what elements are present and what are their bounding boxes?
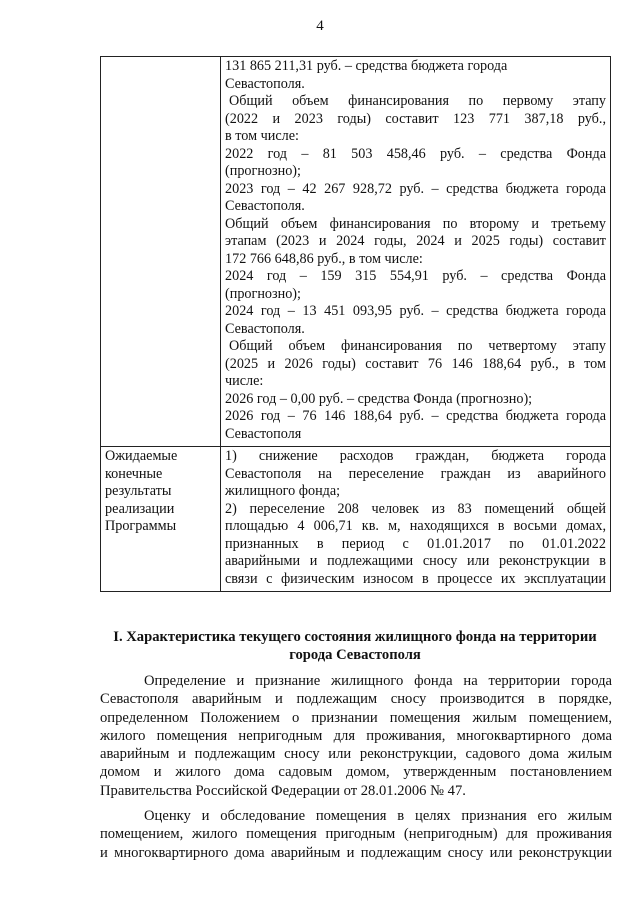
funding-line: 2024 год – 13 451 093,95 руб. – средства бюджета города — [225, 303, 606, 319]
paragraph-line: жилого помещения непригодным для проживания, многоквартирного дома — [100, 727, 612, 744]
results-label-cell — [101, 447, 221, 592]
paragraph-2 — [100, 807, 612, 862]
funding-line: в том числе: — [225, 128, 299, 144]
results-label-line: конечные — [105, 465, 163, 482]
funding-line: 2023 год – 42 267 928,72 руб. – средства бюджета города — [225, 180, 606, 197]
results-line: 1) снижение расходов граждан, бюджета города — [225, 448, 606, 464]
results-line: жилищного фонда; — [225, 483, 341, 499]
results-value-cell — [221, 447, 611, 592]
results-label-line: Программы — [105, 518, 177, 534]
paragraph-line: Оценку и обследование помещения в целях признания его жилым — [144, 808, 612, 825]
funding-label-cell — [101, 57, 221, 447]
paragraph-line: помещением, жилого помещения пригодным (непригодным) для проживания — [100, 826, 612, 843]
funding-line: Севастополя. — [225, 198, 305, 214]
paragraph-1 — [100, 672, 612, 800]
paragraph-line: домом и жилого дома садовым домом, утвержденным постановлением — [100, 764, 612, 781]
funding-line: (прогнозно); — [225, 285, 301, 302]
results-row — [101, 447, 611, 592]
funding-line: 172 766 648,86 руб., в том числе: — [225, 250, 423, 267]
paragraph-line: аварийным и подлежащим сносу или реконструкции, садового дома жилым — [100, 746, 612, 763]
paragraph-line: определенном Положением о признании помещения жилым помещением, — [100, 709, 612, 726]
results-label-line: результаты — [105, 483, 172, 499]
page-number: 4 — [316, 18, 324, 34]
funding-line: 2022 год – 81 503 458,46 руб. – средства Фонда — [225, 145, 606, 162]
program-passport-table — [100, 56, 611, 592]
section-heading-line: I. Характеристика текущего состояния жилищного фонда на территории — [113, 629, 597, 645]
funding-line: Севастополя. — [225, 320, 305, 337]
results-line: аварийными и подлежащими сносу или реконструкции в — [225, 553, 606, 569]
section-heading — [100, 628, 610, 664]
results-line: связи с физическим износом в процессе их эксплуатации — [225, 570, 606, 587]
section-heading-line: города Севастополя — [289, 647, 421, 663]
funding-line: 2026 год – 76 146 188,64 руб. – средства бюджета города — [225, 408, 606, 424]
results-label-line: Ожидаемые — [105, 448, 178, 464]
funding-line: Севастополя. — [225, 75, 305, 92]
paragraph-line: Правительства Российской Федерации от 28.01.2006 № 47. — [100, 782, 466, 799]
funding-line: числе: — [225, 373, 264, 389]
funding-line: (2025 и 2026 годы) составит 76 146 188,64 руб., в том — [225, 355, 606, 372]
funding-line: 131 865 211,31 руб. – средства бюджета города — [225, 58, 508, 74]
paragraph-line: Севастополя аварийным и подлежащим сносу производится в порядке, — [100, 691, 612, 708]
funding-row — [101, 57, 611, 447]
funding-line: (прогнозно); — [225, 163, 301, 179]
funding-line: Общий объем финансирования по первому этапу — [229, 93, 606, 109]
funding-line: (2022 и 2023 годы) составит 123 771 387,18 руб., — [225, 110, 606, 127]
funding-line: Севастополя — [225, 425, 302, 442]
results-label-line: реализации — [105, 500, 175, 517]
paragraph-line: и многоквартирного дома аварийным и подлежащим сносу или реконструкции — [100, 844, 612, 861]
funding-value-cell — [221, 57, 611, 447]
section-body — [100, 672, 612, 862]
results-line: признанных в период с 01.01.2017 по 01.01.2022 — [225, 535, 606, 552]
funding-line: 2024 год – 159 315 554,91 руб. – средства Фонда — [225, 268, 606, 284]
funding-line: Общий объем финансирования по четвертому этапу — [229, 338, 606, 354]
funding-line: 2026 год – 0,00 руб. – средства Фонда (прогнозно); — [225, 390, 533, 407]
paragraph-line: Определение и признание жилищного фонда на территории города — [144, 673, 612, 689]
results-line: 2) переселение 208 человек из 83 помещений общей — [225, 500, 606, 517]
results-line: Севастополя на переселение граждан из аварийного — [225, 465, 606, 482]
funding-line: этапам (2023 и 2024 годы, 2024 и 2025 годы) составит — [225, 233, 606, 249]
results-line: площадью 4 006,71 кв. м, находящихся в восьми домах, — [225, 518, 606, 534]
funding-line: Общий объем финансирования по второму и третьему — [225, 215, 606, 232]
